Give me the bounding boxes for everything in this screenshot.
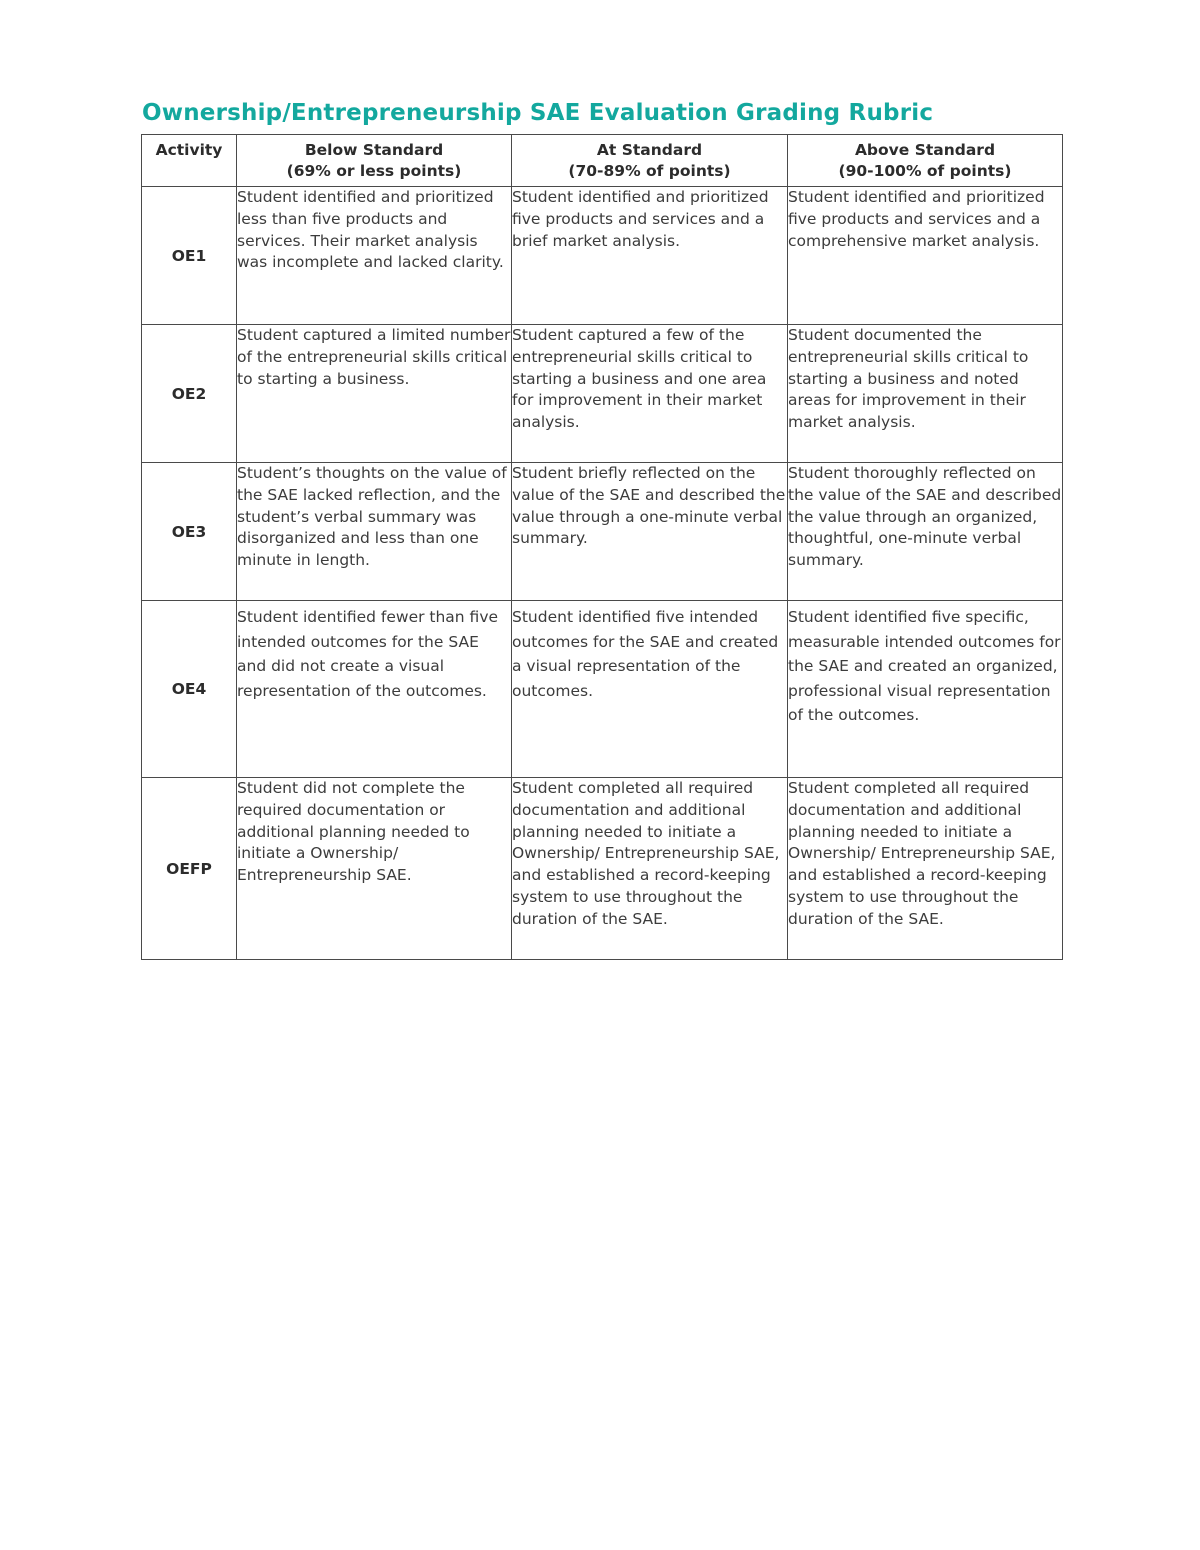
at-standard-cell: Student identified and prioritized five products and services and a brief market analysis. xyxy=(512,187,788,325)
table-row xyxy=(142,778,1063,960)
header-at-standard-points: (70-89% of points) xyxy=(568,162,731,180)
header-activity-label: Activity xyxy=(155,141,223,159)
at-standard-cell: Student briefly reflected on the value of the SAE and described the value through a one-minute verbal summary. xyxy=(512,463,788,601)
header-activity xyxy=(142,135,237,187)
at-standard-cell: Student identified five intended outcomes for the SAE and created a visual representation of the outcomes. xyxy=(512,601,788,778)
below-standard-cell: Student’s thoughts on the value of the SAE lacked reflection, and the student’s verbal summary was disorganized and less than one minute in length. xyxy=(237,463,512,601)
above-standard-cell: Student thoroughly reflected on the value of the SAE and described the value through an organized, thoughtful, one-minute verbal summary. xyxy=(788,463,1063,601)
header-below-standard-label: Below Standard xyxy=(304,141,444,159)
header-above-standard-points: (90-100% of points) xyxy=(838,162,1012,180)
below-standard-cell: Student identified and prioritized less than five products and services. Their market analysis was incomplete and lacked clarity. xyxy=(237,187,512,325)
above-standard-cell: Student identified five specific, measurable intended outcomes for the SAE and created an organized, professional visual representation of the outcomes. xyxy=(788,601,1063,778)
at-standard-cell: Student captured a few of the entrepreneurial skills critical to starting a business and one area for improvement in their market analysis. xyxy=(512,325,788,463)
above-standard-cell: Student identified and prioritized five products and services and a comprehensive market analysis. xyxy=(788,187,1063,325)
header-at-standard-label: At Standard xyxy=(596,141,703,159)
above-standard-cell: Student completed all required documentation and additional planning needed to initiate a Ownership/ Entrepreneurship SAE, and established a record-keeping system to use throughout the duration of the SAE. xyxy=(788,778,1063,960)
page-title: Ownership/Entrepreneurship SAE Evaluation Grading Rubric xyxy=(142,100,934,126)
activity-cell: OEFP xyxy=(142,778,237,960)
activity-cell: OE4 xyxy=(142,601,237,778)
above-standard-cell: Student documented the entrepreneurial skills critical to starting a business and noted areas for improvement in their market analysis. xyxy=(788,325,1063,463)
activity-cell: OE1 xyxy=(142,187,237,325)
header-above-standard-label: Above Standard xyxy=(854,141,996,159)
header-below-standard-points: (69% or less points) xyxy=(286,162,462,180)
below-standard-cell: Student did not complete the required documentation or additional planning needed to initiate a Ownership/ Entrepreneurship SAE. xyxy=(237,778,512,960)
header-at-standard xyxy=(512,135,788,187)
header-below-standard xyxy=(237,135,512,187)
activity-cell: OE2 xyxy=(142,325,237,463)
table-row xyxy=(142,601,1063,778)
activity-cell: OE3 xyxy=(142,463,237,601)
grading-rubric-table xyxy=(141,134,1063,960)
table-header-row xyxy=(142,135,1063,187)
below-standard-cell: Student identified fewer than five intended outcomes for the SAE and did not create a visual representation of the outcomes. xyxy=(237,601,512,778)
below-standard-cell: Student captured a limited number of the entrepreneurial skills critical to starting a business. xyxy=(237,325,512,463)
at-standard-cell: Student completed all required documentation and additional planning needed to initiate a Ownership/ Entrepreneurship SAE, and established a record-keeping system to use throughout the duration of the SAE. xyxy=(512,778,788,960)
table-row xyxy=(142,463,1063,601)
header-above-standard xyxy=(788,135,1063,187)
table-row xyxy=(142,187,1063,325)
table-row xyxy=(142,325,1063,463)
